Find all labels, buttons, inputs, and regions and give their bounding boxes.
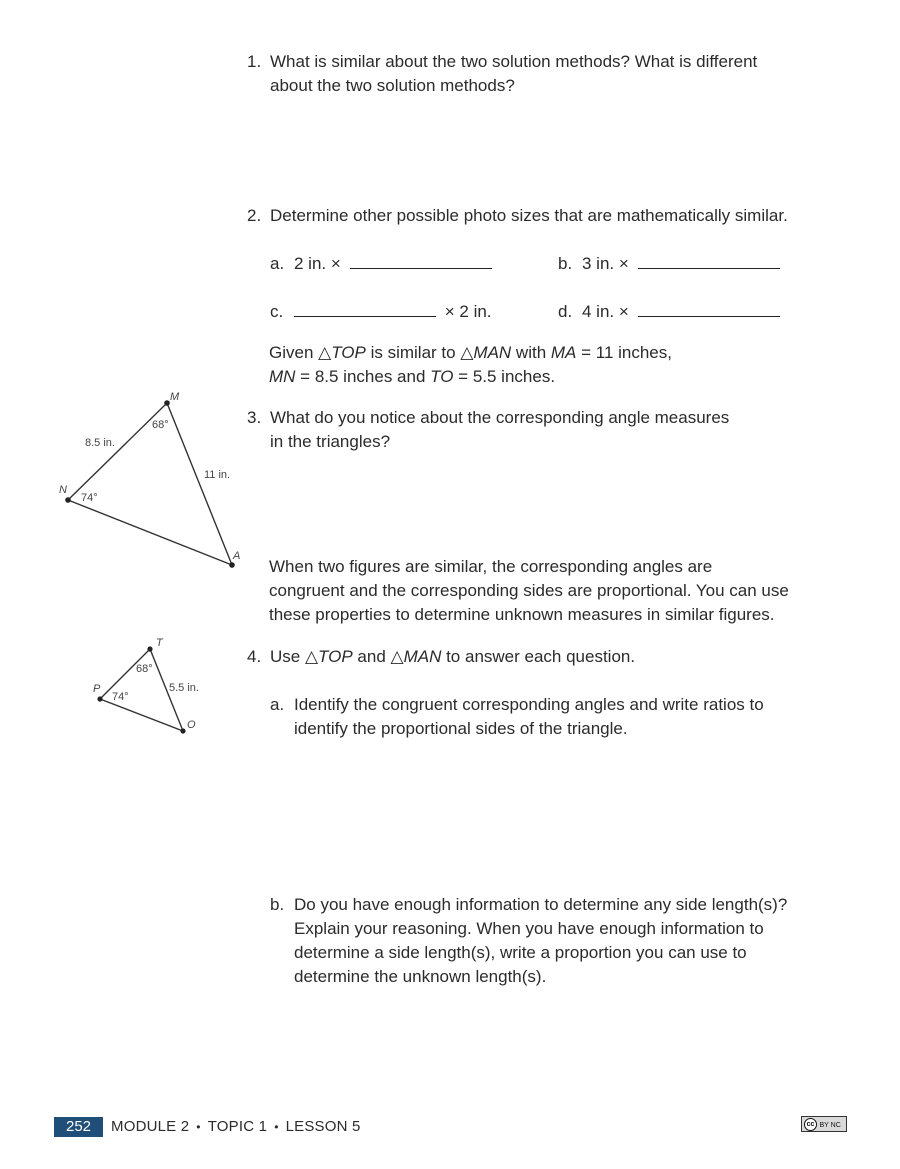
angle-p-label: 74° [112, 691, 129, 703]
side-to-label: 5.5 in. [169, 682, 199, 694]
question-1-text [270, 50, 830, 98]
note-line-1: When two figures are similar, the corresponding angles are [269, 557, 713, 576]
footer-lesson: LESSON 5 [285, 1118, 361, 1135]
question-2d-row [582, 300, 780, 324]
footer-dot-1: • [196, 1120, 201, 1134]
footer-topic: TOPIC 1 [207, 1118, 268, 1135]
question-2-text: Determine other possible photo sizes that are mathematically similar. [270, 206, 788, 225]
question-3-number: 3. [247, 408, 262, 427]
question-2a-label: a. [270, 254, 285, 273]
vertex-o-point [180, 728, 185, 733]
question-3-line-1: What do you notice about the corresponding angle measures [270, 408, 730, 427]
question-1-line-1: What is similar about the two solution methods? What is different [270, 52, 758, 71]
vertex-a-label: A [233, 550, 241, 562]
question-4b-label: b. [270, 895, 285, 914]
question-2b-row [582, 252, 780, 276]
question-4b-line-3: determine a side length(s), write a proportion you can use to [294, 943, 747, 962]
question-2c-label: c. [270, 302, 284, 321]
side-mn-label: 8.5 in. [85, 437, 115, 449]
question-2c-row [294, 300, 492, 324]
question-2a-row [294, 252, 492, 276]
angle-n-label: 74° [81, 492, 98, 504]
question-4-number: 4. [247, 647, 262, 666]
question-1-number: 1. [247, 52, 262, 71]
question-4-text: Use △TOP and △MAN to answer each question. [270, 647, 636, 666]
footer-module: MODULE 2 [111, 1118, 190, 1135]
question-4b-line-2: Explain your reasoning. When you have enough information to [294, 919, 764, 938]
vertex-n-label: N [59, 484, 67, 496]
note-line-3: these properties to determine unknown measures in similar figures. [269, 605, 775, 624]
creative-commons-license-badge [801, 1116, 847, 1132]
footer-dot-2: • [274, 1120, 279, 1134]
vertex-t-point [147, 646, 152, 651]
question-2d-label: d. [558, 302, 573, 321]
triangle-man-diagram [0, 380, 250, 580]
question-4a-line-2: identify the proportional sides of the triangle. [294, 719, 628, 738]
question-4a-label: a. [270, 695, 285, 714]
footer-breadcrumb [111, 1117, 361, 1137]
vertex-m-label: M [170, 391, 180, 403]
question-1-line-2: about the two solution methods? [270, 76, 515, 95]
question-2c-text: × 2 in. [444, 302, 492, 321]
angle-m-label: 68° [152, 419, 169, 431]
given-line-1: Given △TOP is similar to △MAN with MA = 11 inches, [269, 343, 672, 362]
question-4b-line-1: Do you have enough information to determine any side length(s)? [294, 895, 788, 914]
vertex-p-label: P [93, 683, 101, 695]
question-3-line-2: in the triangles? [270, 432, 391, 451]
vertex-o-label: O [187, 719, 196, 731]
question-2d-answer-blank[interactable] [638, 302, 780, 317]
triangle-top-diagram [80, 630, 220, 740]
question-2c-answer-blank[interactable] [294, 302, 436, 317]
angle-t-label: 68° [136, 663, 153, 675]
question-2a-answer-blank[interactable] [350, 254, 492, 269]
question-2-number: 2. [247, 206, 262, 225]
vertex-t-label: T [156, 637, 163, 649]
given-statement [269, 341, 829, 389]
question-2b-text: 3 in. × [582, 254, 629, 273]
question-3-text [270, 406, 790, 454]
vertex-p-point [97, 696, 102, 701]
cc-license-text: BY NC [819, 1122, 841, 1129]
side-ma-label: 11 in. [204, 469, 231, 481]
given-line-2: MN = 8.5 inches and TO = 5.5 inches. [269, 367, 556, 386]
vertex-n-point [65, 497, 71, 503]
cc-logo-icon: cc [804, 1118, 817, 1131]
question-4a-text [294, 693, 834, 741]
vertex-m-point [164, 400, 170, 406]
question-4a-line-1: Identify the congruent corresponding angles and write ratios to [294, 695, 764, 714]
question-4b-line-4: determine the unknown length(s). [294, 967, 547, 986]
page-number-badge: 252 [54, 1117, 103, 1137]
question-4b-text [294, 893, 854, 989]
similarity-note [269, 555, 849, 627]
question-2d-text: 4 in. × [582, 302, 629, 321]
vertex-a-point [229, 562, 235, 568]
question-2a-text: 2 in. × [294, 254, 341, 273]
question-2b-label: b. [558, 254, 573, 273]
note-line-2: congruent and the corresponding sides are proportional. You can use [269, 581, 789, 600]
question-2b-answer-blank[interactable] [638, 254, 780, 269]
triangle-man-shape [68, 403, 232, 565]
